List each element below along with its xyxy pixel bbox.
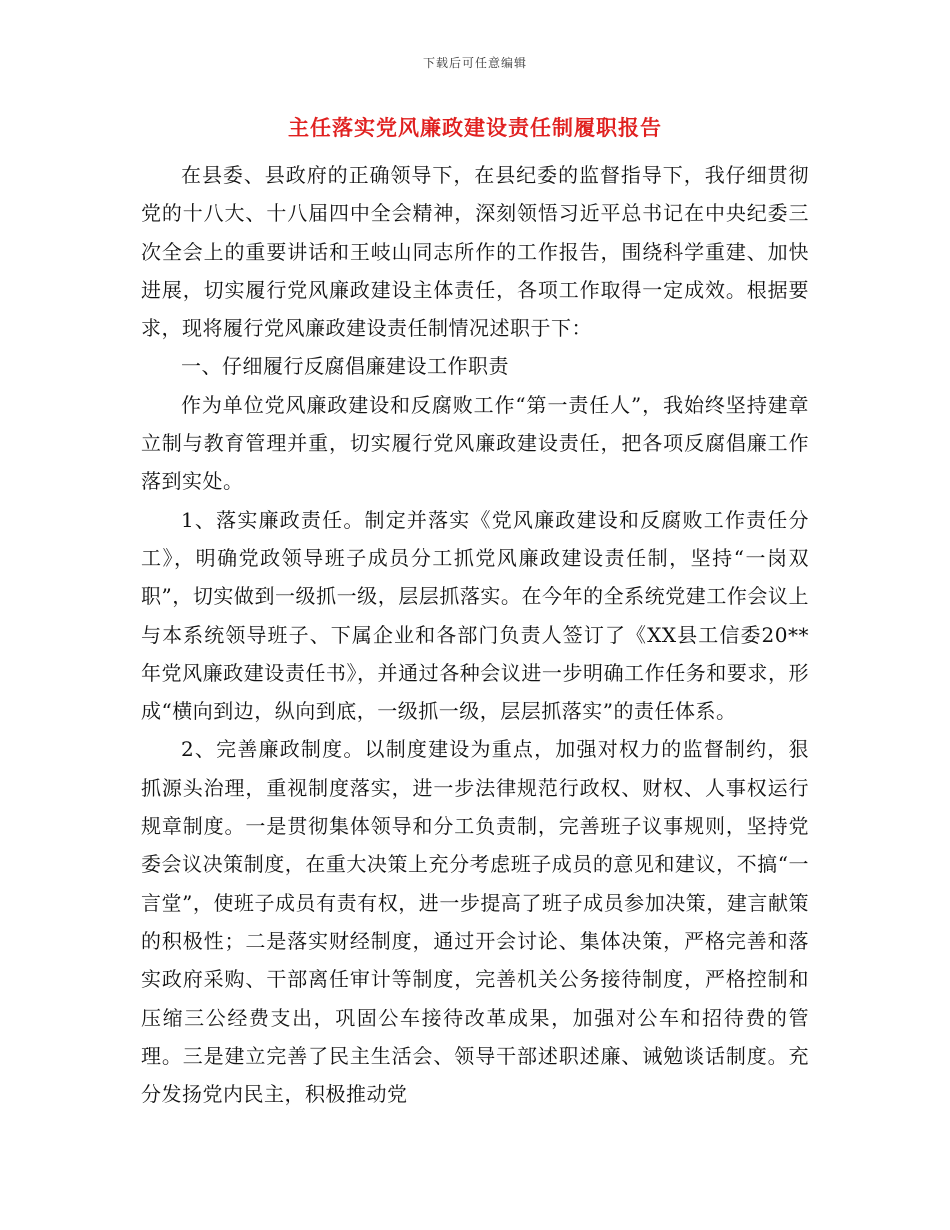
paragraph-item-2: 2、完善廉政制度。以制度建设为重点，加强对权力的监督制约，狠抓源头治理，重视制度落实，进一步法律规范行政权、财权、人事权运行规章制度。一是贯彻集体领导和分工负责制，完善班子议事规则，坚持党委会议决策制度，在重大决策上充分考虑班子成员的意见和建议，不搞“一言堂”，使班子成员有责有权，进一步提高了班子成员参加决策，建言献策的积极性；二是落实财经制度，通过开会讨论、集体决策，严格完善和落实政府采购、干部离任审计等制度，完善机关公务接待制度，严格控制和压缩三公经费支出，巩固公车接待改革成果，加强对公车和招待费的管理。三是建立完善了民主生活会、领导干部述职述廉、诫勉谈话制度。充分发扬党内民主，积极推动党: [141, 737, 809, 1107]
paragraph-item-1: 1、落实廉政责任。制定并落实《党风廉政建设和反腐败工作责任分工》，明确党政领导班子成员分工抓党风廉政建设责任制，坚持“一岗双职”，切实做到一级抓一级，层层抓落实。在今年的全系统党建工作会议上与本系统领导班子、下属企业和各部门负责人签订了《XX县工信委20**年党风廉政建设责任书》，并通过各种会议进一步明确工作任务和要求，形成“横向到边，纵向到底，一级抓一级，层层抓落实”的责任体系。: [141, 507, 809, 724]
paragraph-responsibility: 作为单位党风廉政建设和反腐败工作“第一责任人”，我始终坚持建章立制与教育管理并重，切实履行党风廉政建设责任，把各项反腐倡廉工作落到实处。: [141, 392, 809, 494]
header-note: 下载后可任意编辑: [422, 56, 527, 70]
document-body: [141, 156, 809, 1113]
document-title: 主任落实党风廉政建设责任制履职报告: [288, 115, 662, 140]
paragraph-intro: 在县委、县政府的正确领导下，在县纪委的监督指导下，我仔细贯彻党的十八大、十八届四中全会精神，深刻领悟习近平总书记在中央纪委三次全会上的重要讲话和王岐山同志所作的工作报告，围绕科学重建、加快进展，切实履行党风廉政建设主体责任，各项工作取得一定成效。根据要求，现将履行党风廉政建设责任制情况述职于下：: [141, 163, 809, 341]
section-heading-1: 一、仔细履行反腐倡廉建设工作职责: [181, 354, 509, 379]
